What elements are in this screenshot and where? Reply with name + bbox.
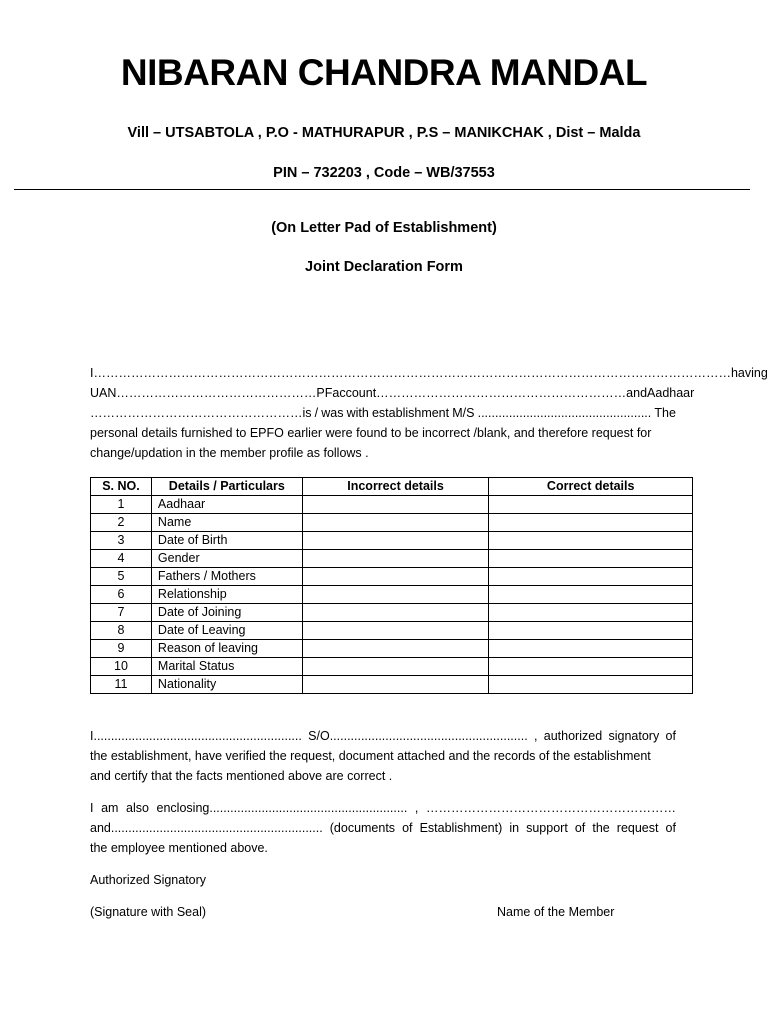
incorrect-cell[interactable] [302, 586, 489, 604]
declaration-paragraph [90, 363, 768, 463]
para2-line3: and certify that the facts mentioned above are correct . [90, 769, 393, 783]
row-detail: Reason of leaving [151, 640, 302, 658]
para3-line2 [90, 818, 676, 838]
para1-word: with [346, 406, 369, 420]
row-detail: Nationality [151, 676, 302, 694]
para1-word: Aadhaar [647, 386, 695, 400]
para3-word: I [90, 801, 94, 815]
para2-word: signatory [608, 729, 660, 743]
signatory-father-blank: S/O......................................................... [308, 729, 528, 743]
column-header-sno: S. NO. [91, 478, 152, 496]
signatory-name-blank: I............................................................ [90, 729, 302, 743]
establishment-blank: .................................................. [477, 406, 652, 420]
column-header-incorrect: Incorrect details [302, 478, 489, 496]
para3-word: of [574, 821, 586, 835]
row-number: 8 [91, 622, 152, 640]
para1-line3 [90, 403, 676, 423]
row-number: 2 [91, 514, 152, 532]
para1-word: having [730, 366, 768, 380]
para3-line1 [90, 798, 676, 818]
form-title: Joint Declaration Form [305, 259, 463, 275]
row-number: 7 [91, 604, 152, 622]
para3-word: support [526, 821, 568, 835]
verification-paragraph [90, 726, 676, 786]
row-number: 4 [91, 550, 152, 568]
correct-cell[interactable] [489, 658, 693, 676]
para3-word: Establishment) [419, 821, 503, 835]
incorrect-cell[interactable] [302, 622, 489, 640]
table-row [91, 568, 693, 586]
row-number: 5 [91, 568, 152, 586]
para1-line4: personal details furnished to EPFO earlier were found to be incorrect /blank, and therefore request for [90, 426, 652, 440]
table-row [91, 676, 693, 694]
form-subtitle: (On Letter Pad of Establishment) [271, 220, 497, 236]
table-row [91, 658, 693, 676]
table-row [91, 514, 693, 532]
para3-word: the [592, 821, 610, 835]
table-row [91, 496, 693, 514]
para2-word: of [665, 729, 676, 743]
row-detail: Relationship [151, 586, 302, 604]
row-detail: Gender [151, 550, 302, 568]
row-detail: Date of Leaving [151, 622, 302, 640]
table-row [91, 532, 693, 550]
correct-cell[interactable] [489, 622, 693, 640]
row-number: 11 [91, 676, 152, 694]
correct-cell[interactable] [489, 514, 693, 532]
para3-word: , [414, 801, 419, 815]
row-number: 10 [91, 658, 152, 676]
para2-line2: the establishment, have verified the request, document attached and the records of the establishment [90, 749, 651, 763]
para1-line5: change/updation in the member profile as follows . [90, 446, 369, 460]
para1-line2 [90, 383, 695, 403]
uan-blank: …………………………………………PF [116, 386, 333, 400]
row-detail: Name [151, 514, 302, 532]
para1-word: The [654, 406, 676, 420]
row-number: 1 [91, 496, 152, 514]
para1-word: establishment [371, 406, 450, 420]
pf-account-blank: ……………………………………………………and [376, 386, 648, 400]
correct-cell[interactable] [489, 640, 693, 658]
aadhaar-blank: ……………………………………………is [90, 406, 312, 420]
para1-word: / [314, 406, 319, 420]
para3-word: of [402, 821, 413, 835]
row-number: 9 [91, 640, 152, 658]
column-header-details: Details / Particulars [151, 478, 302, 496]
row-detail: Aadhaar [151, 496, 302, 514]
row-number: 3 [91, 532, 152, 550]
correct-cell[interactable] [489, 586, 693, 604]
para3-word: (documents [329, 821, 396, 835]
letterhead-address-line2: PIN – 732203 , Code – WB/37553 [273, 165, 495, 181]
para1-word: was [321, 406, 344, 420]
details-table [90, 477, 693, 694]
correct-cell[interactable] [489, 550, 693, 568]
para3-word: also [126, 801, 149, 815]
para3-word: of [665, 821, 676, 835]
para3-word: in [509, 821, 520, 835]
row-detail: Date of Joining [151, 604, 302, 622]
table-header-row [91, 478, 693, 496]
correct-cell[interactable] [489, 532, 693, 550]
document-blank-3: and............................................................. [90, 821, 323, 835]
incorrect-cell[interactable] [302, 496, 489, 514]
authorized-signatory-label: Authorized Signatory [90, 873, 207, 887]
incorrect-cell[interactable] [302, 676, 489, 694]
signature-seal-label: (Signature with Seal) [90, 905, 207, 919]
incorrect-cell[interactable] [302, 550, 489, 568]
letterhead-name: NIBARAN CHANDRA MANDAL [120, 52, 648, 93]
member-name-label: Name of the Member [497, 905, 615, 919]
para3-word: request [616, 821, 659, 835]
incorrect-cell[interactable] [302, 532, 489, 550]
column-header-correct: Correct details [489, 478, 693, 496]
correct-cell[interactable] [489, 496, 693, 514]
incorrect-cell[interactable] [302, 604, 489, 622]
para3-word: am [101, 801, 119, 815]
para1-word: M/S [452, 406, 475, 420]
member-name-blank: I……………………………………………………………………………………………………………………………………… [90, 366, 731, 380]
para1-word: UAN [90, 386, 117, 400]
row-detail: Marital Status [151, 658, 302, 676]
incorrect-cell[interactable] [302, 568, 489, 586]
row-detail: Fathers / Mothers [151, 568, 302, 586]
row-number: 6 [91, 586, 152, 604]
para1-word: account [332, 386, 377, 400]
para2-word: authorized [543, 729, 603, 743]
para3-line3: the employee mentioned above. [90, 841, 268, 855]
table-row [91, 586, 693, 604]
table-row [91, 640, 693, 658]
incorrect-cell[interactable] [302, 640, 489, 658]
incorrect-cell[interactable] [302, 658, 489, 676]
correct-cell[interactable] [489, 604, 693, 622]
row-detail: Date of Birth [151, 532, 302, 550]
table-row [91, 604, 693, 622]
table-row [91, 622, 693, 640]
letterhead-address-line1: Vill – UTSABTOLA , P.O - MATHURAPUR , P.S – MANIKCHAK , Dist – Malda [127, 125, 641, 141]
para2-word: , [533, 729, 538, 743]
enclosure-paragraph [90, 798, 676, 858]
incorrect-cell[interactable] [302, 514, 489, 532]
table-row [91, 550, 693, 568]
para1-line1 [90, 363, 768, 383]
header-divider [14, 189, 750, 190]
correct-cell[interactable] [489, 676, 693, 694]
para2-line1 [90, 726, 676, 746]
correct-cell[interactable] [489, 568, 693, 586]
document-blank-2: …………………………………………………… [425, 801, 676, 815]
document-blank-1: enclosing......................................................... [156, 801, 408, 815]
